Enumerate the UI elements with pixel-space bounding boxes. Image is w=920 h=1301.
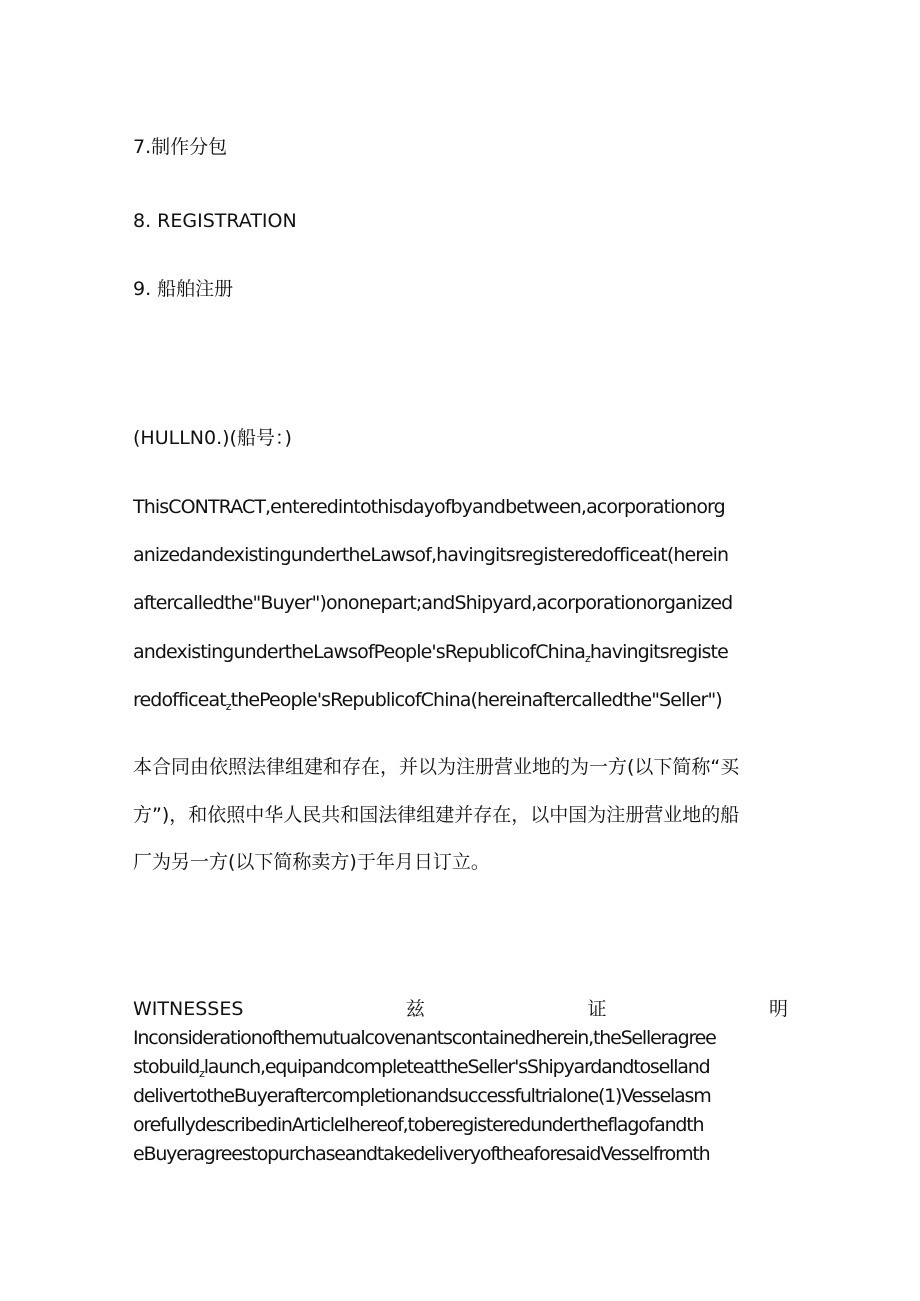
chinese-line: 厂为另一方(以下简称卖方)于年月日订立。 [133,851,490,873]
witnesses-zi: 兹 [405,998,425,1020]
witnesses-zheng: 证 [587,998,607,1020]
english-line: ThisCONTRACT,enteredintothisdayofbyandbetween,acorporationorg [133,496,725,518]
section-8-heading: 8. REGISTRATION [133,210,297,232]
consideration-line: Inconsiderationofthemutualcovenantscontainedherein,theSelleragree [133,1027,716,1049]
english-line: redofficeat$_z$thePeople'sRepublicofChina(hereinaftercalledthe"Seller") [133,689,722,713]
consideration-line: delivertotheBuyeraftercompletionandsuccessfultrialone(1)Vesselasm [133,1085,711,1107]
consideration-line: orefullydescribedinArticleIhereof,toberegisteredundertheflagofandth [133,1114,704,1136]
witnesses-en: WITNESSES [133,998,244,1020]
consideration-line: stobuild$_z$launch,equipandcompleteattheSeller'sShipyardandtoselland [133,1056,710,1080]
witnesses-heading [133,995,788,1023]
witnesses-ming: 明 [768,998,788,1020]
hull-number-line: (HULLN0.)(船号：) [133,427,292,449]
consideration-line: eBuyeragreestopurchaseandtakedeliveryoftheaforesaidVesselfromth [133,1143,710,1165]
english-line: andexistingundertheLawsofPeople'sRepublicofChina$_z$havingitsregiste [133,641,728,665]
english-line: anizedandexistingundertheLawsof,havingitsregisteredofficeat(herein [133,544,729,566]
section-7-heading: 7.制作分包 [133,136,228,158]
chinese-line: 本合同由依照法律组建和存在，并以为注册营业地的为一方(以下简称“买 [133,756,740,778]
english-line: aftercalledthe"Buyer")ononepart;andShipyard,acorporationorganized [133,592,733,614]
chinese-line: 方”)，和依照中华人民共和国法律组建并存在，以中国为注册营业地的船 [133,804,740,826]
section-9-heading: 9. 船舶注册 [133,278,234,300]
